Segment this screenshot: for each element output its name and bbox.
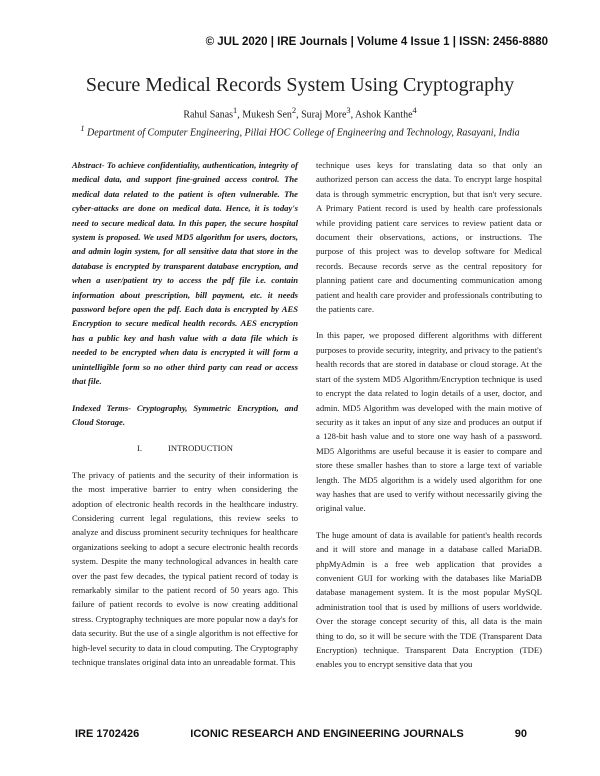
left-column [72,158,298,681]
body-paragraph: The privacy of patients and the security of their information is the most imperative barrier to entry when considering the adoption of electronic health records in the healthcare industry. Considering current legal regulations, this review seeks to analyze and discuss prominent security techniques for healthcare organizations seeking to adopt a secure electronic health records system. Despite the many technological advances in health care over the past few decades, the typical patient record of today is remarkably similar to the patient record of 50 years ago. This failure of patient records to evolve is now creating additional stress. Cryptography techniques are more popular now a day's for data security. But the use of a single algorithm is not effective for high-level security to data in cloud computing. The Cryptography technique translates original data into an unreadable format. This [72,469,298,667]
right-column [316,158,542,684]
affiliation-superscript: 1 [80,124,85,133]
body-paragraph: technique uses keys for translating data so that only an authorized person can access the data. To encrypt large hospital data is through symmetric encryption, but that isn't very secure. A Primary Patient record is used by health care professionals while providing patient care services to review patient data or document their observations, actions, or instructions. The purpose of this project was to develop software for Medical records. Because records serve as the central repository for planning patient care and documenting communication among patient and health care provider and professionals contributing to the patients care. [316,160,542,315]
author-superscript: 1 [233,106,238,115]
journal-header: © JUL 2020 | IRE Journals | Volume 4 Issue 1 | ISSN: 2456-8880 [205,36,548,48]
body-paragraph: In this paper, we proposed different algorithms with different purposes to provide security, integrity, and privacy to the patient's health records that are stored in database or cloud storage. At the start of the system MD5 Algorithm/Encryption technique is used to encrypt the data related to login details of a user, doctor, and admin. MD5 Algorithm was developed with the main motive of security as it takes an input of any size and produces an output if a 128-bit hash value and to store one way hash of a password. MD5 Algorithms are useful because it is easier to compare and store these smaller hashes than to store a large text of variable length. The MD5 algorithm is a widely used algorithm for one way hashes that are used to verify without necessarily giving the original value. [316,330,542,514]
section-heading [72,441,298,455]
affiliation-text: Department of Computer Engineering, Pillai HOC College of Engineering and Technology, Rasayani, India [84,127,520,139]
author-superscript: 2 [291,106,297,115]
author-name: Ashok Kanthe [355,109,413,121]
author-list: Rahul Sanas$^1$, Mukesh Sen$^2$, Suraj More$^3$, Ashok Kanthe$^4$ [183,106,417,121]
affiliation [70,122,530,140]
section-number: I. [137,443,143,454]
body-paragraph: The huge amount of data is available for patient's health records and it will store and manage in a database called MariaDB. phpMyAdmin is a free web application that provides a convenient GUI for working with the databases like MariaDB database management system. It is the most popular MySQL administration tool that is used by millions of users worldwide. Over the storage concept security of this, all data is the main thing to do, so it will be secure with the TDE (Transparent Data Encryption) technique. Transparent Data Encryption (TDE) enables you to encrypt sensitive data that you [316,529,542,670]
page-number: 90 [514,728,527,740]
author-name: Mukesh Sen [242,109,292,121]
author-superscript: 4 [412,106,417,115]
section-title: INTRODUCTION [168,443,233,454]
footer-paper-id: IRE 1702426 [75,728,140,740]
author-superscript: 3 [346,106,351,115]
author-name: Rahul Sanas [183,109,234,121]
page-footer [75,728,527,740]
index-terms: Indexed Terms- Cryptography, Symmetric Encryption, and Cloud Storage. [72,402,298,427]
paper-title: Secure Medical Records System Using Cryptography [85,74,515,96]
author-name: Suraj More [301,109,347,121]
abstract: Abstract- To achieve confidentiality, authentication, integrity of medical data, and support fine-grained access control. The medical data related to the patient is often vulnerable. The cyber-attacks are done on medical data. Hence, it is today's need to secure medical data. In this paper, the secure hospital system is proposed. We used MD5 algorithm for users, doctors, and admin login system, for all sensitive data that store in the database is encrypted by transparent database encryption, and when a user/patient try to access the pdf file i.e. contain information about prescription, bill payment, etc. it needs password before open the pdf. Each data is encrypted by AES Encryption to secure medical health records. AES encryption has a public key and hash value with a data file which is needed to be encrypted when data is encrypted it will form a unintelligible form so no other third party can read or access that file. [72,160,298,387]
footer-journal-name: ICONIC RESEARCH AND ENGINEERING JOURNALS [190,728,464,740]
